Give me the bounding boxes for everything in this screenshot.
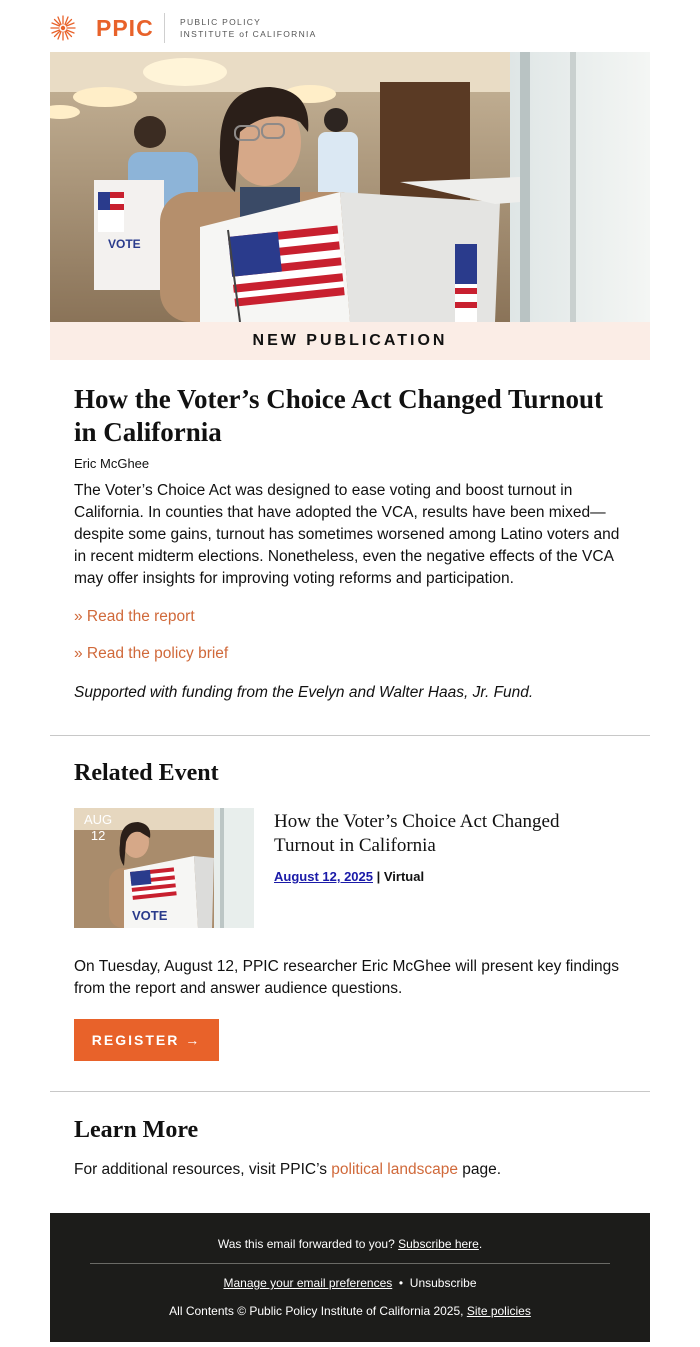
read-policy-brief-link[interactable]: » Read the policy brief [74, 645, 229, 662]
manage-preferences-link[interactable]: Manage your email preferences [223, 1276, 393, 1290]
article-summary: The Voter’s Choice Act was designed to ease voting and boost turnout in California. In counties that have adopted the VCA, results have been mixed—despite some gains, turnout has sometimes worsened among Latino voters and in recent midterm elections. Nonetheless, even the negative effects of the VCA may offer insights for improving voting reforms and participation. [74, 482, 620, 587]
event-description: On Tuesday, August 12, PPIC researcher Eric McGhee will present key findings from the report and answer audience questions. [74, 958, 620, 997]
logo-divider [164, 13, 165, 43]
unsubscribe-link[interactable]: Unsubscribe [409, 1276, 477, 1290]
section-divider [50, 1091, 650, 1092]
event-meta-separator: | [373, 869, 384, 884]
event-date-day: 12 [90, 828, 106, 843]
email-footer [50, 1213, 650, 1342]
article-title: How the Voter’s Choice Act Changed Turnout in California [74, 384, 604, 447]
event-date-tag [84, 812, 112, 844]
event-title[interactable]: How the Voter’s Choice Act Changed Turnout in California [274, 811, 560, 856]
footer-divider [90, 1263, 610, 1264]
event-meta [274, 869, 424, 884]
register-button[interactable]: REGISTER → [74, 1019, 219, 1061]
org-name-line2: INSTITUTE of CALIFORNIA [180, 29, 317, 39]
learn-more-heading: Learn More [74, 1117, 199, 1143]
new-publication-label: NEW PUBLICATION [50, 322, 650, 360]
event-date-link[interactable]: August 12, 2025 [274, 869, 373, 884]
site-policies-link[interactable]: Site policies [466, 1304, 531, 1318]
org-name-line1: PUBLIC POLICY [180, 17, 262, 27]
read-report-link[interactable]: » Read the report [74, 608, 195, 625]
subscribe-link[interactable]: Subscribe here [398, 1237, 479, 1251]
event-thumbnail[interactable] [74, 808, 254, 928]
email-container [50, 0, 650, 251]
hero-vote-sign-text: VOTE [108, 237, 141, 251]
copyright-line: All Contents © Public Policy Institute of California 2025, Site policies [169, 1304, 531, 1318]
email-header [50, 0, 650, 52]
political-landscape-link[interactable]: political landscape [331, 1161, 458, 1178]
sunburst-logo-icon [50, 15, 76, 41]
learn-more-text: For additional resources, visit PPIC’s political landscape page. [74, 1161, 502, 1178]
forward-line: Was this email forwarded to you? Subscribe here. [217, 1237, 483, 1251]
thumbnail-vote-sign-text: VOTE [132, 908, 168, 923]
article-author: Eric McGhee [74, 456, 150, 471]
section-divider [50, 735, 650, 736]
ppic-wordmark[interactable]: PPIC [96, 15, 154, 41]
related-event-heading: Related Event [74, 760, 219, 786]
event-date-month: AUG [84, 812, 113, 827]
hero-image[interactable] [50, 52, 650, 322]
funding-note: Supported with funding from the Evelyn and Walter Haas, Jr. Fund. [74, 684, 534, 701]
preferences-line: Manage your email preferences • Unsubscribe [223, 1276, 477, 1290]
event-format: Virtual [383, 869, 425, 884]
